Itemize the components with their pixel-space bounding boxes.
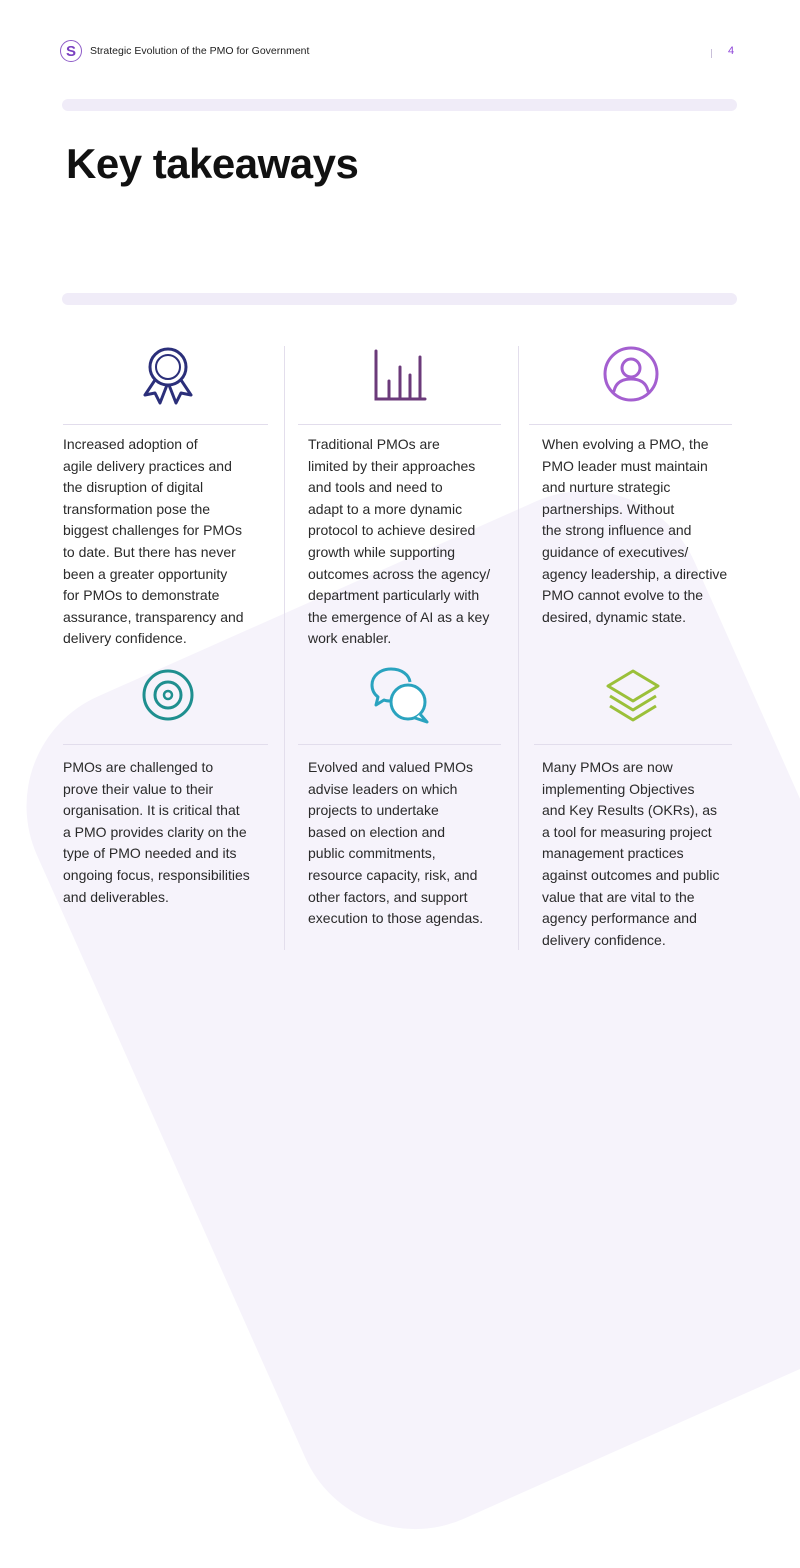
card-rule [63,744,268,745]
chat-bubbles-icon [369,665,431,725]
takeaway-text [542,434,742,628]
takeaway-line: a tool for measuring project [542,823,712,840]
section-decorative-band [62,293,737,305]
takeaway-line: ongoing focus, responsibilities [63,866,250,883]
takeaway-line: guidance of executives/ [542,543,689,560]
takeaway-line: public commitments, [308,845,436,862]
takeaway-line: other factors, and support [308,888,468,905]
takeaway-line: desired, dynamic state. [542,608,686,625]
takeaway-line: management practices [542,845,684,862]
card-rule [298,424,501,425]
takeaway-text [63,434,273,650]
takeaway-line: and nurture strategic [542,479,671,496]
takeaway-line: transformation pose the [63,500,211,517]
card-rule [298,744,501,745]
page-title: Key takeaways [66,140,359,187]
brand-logo: S [60,40,82,62]
takeaway-text [542,757,742,951]
takeaway-line: execution to those agendas. [308,910,484,927]
takeaway-line: against outcomes and public [542,866,720,883]
bar-chart-icon [372,349,428,403]
takeaway-line: Evolved and valued PMOs [308,759,473,775]
takeaway-line: assurance, transparency and [63,608,244,625]
takeaway-line: agile delivery practices and [63,457,232,474]
takeaway-line: PMO leader must maintain [542,457,708,474]
takeaway-line: Traditional PMOs are [308,436,440,452]
takeaway-line: protocol to achieve desired [308,522,476,539]
takeaway-line: When evolving a PMO, the [542,436,709,452]
takeaway-line: and deliverables. [63,888,169,905]
takeaway-line: prove their value to their [63,780,214,797]
card-rule [529,424,732,425]
takeaway-line: projects to undertake [308,802,439,819]
target-icon [141,668,195,722]
takeaway-line: value that are vital to the [542,888,695,905]
takeaway-line: delivery confidence. [542,931,666,948]
takeaway-line: resource capacity, risk, and [308,866,478,883]
takeaway-line: limited by their approaches [308,457,476,474]
column-divider [284,346,285,950]
takeaway-line: and tools and need to [308,479,443,496]
top-decorative-band [62,99,737,111]
takeaway-line: to date. But there has never [63,543,236,560]
takeaway-line: and Key Results (OKRs), as [542,802,718,819]
page-header [60,40,740,66]
takeaway-line: Increased adoption of [63,436,198,452]
takeaway-line: outcomes across the agency/ [308,565,491,582]
takeaway-line: the strong influence and [542,522,692,539]
takeaway-line: partnerships. Without [542,500,675,517]
document-title: Strategic Evolution of the PMO for Government [90,45,310,57]
column-divider [518,346,519,950]
takeaway-line: PMO cannot evolve to the [542,587,704,604]
takeaway-line: advise leaders on which [308,780,458,797]
takeaway-line: growth while supporting [308,543,456,560]
takeaway-text [308,757,508,930]
takeaway-text [63,757,273,908]
card-rule [63,424,268,425]
takeaway-line: organisation. It is critical that [63,802,240,819]
page-number: 4 [728,45,735,57]
takeaway-line: department particularly with [308,587,480,604]
layers-icon [604,668,662,724]
takeaway-line: been a greater opportunity [63,565,228,582]
takeaway-line: adapt to a more dynamic [308,500,463,517]
page-number-divider [711,49,712,58]
takeaway-line: biggest challenges for PMOs [63,522,242,539]
award-ribbon-icon [140,345,196,405]
takeaway-line: a PMO provides clarity on the [63,823,247,840]
takeaway-line: the disruption of digital [63,479,204,496]
takeaway-line: work enabler. [308,630,392,647]
takeaway-line: for PMOs to demonstrate [63,587,220,604]
card-rule [534,744,732,745]
user-circle-icon [602,345,660,403]
takeaway-line: agency leadership, a directive [542,565,728,582]
takeaway-line: delivery confidence. [63,630,187,647]
takeaway-text [308,434,508,650]
takeaway-line: implementing Objectives [542,780,695,797]
takeaway-line: Many PMOs are now [542,759,673,775]
takeaway-line: type of PMO needed and its [63,845,237,862]
takeaway-line: based on election and [308,823,445,840]
takeaway-line: PMOs are challenged to [63,759,214,775]
takeaway-line: the emergence of AI as a key [308,608,490,625]
takeaway-line: agency performance and [542,910,697,927]
